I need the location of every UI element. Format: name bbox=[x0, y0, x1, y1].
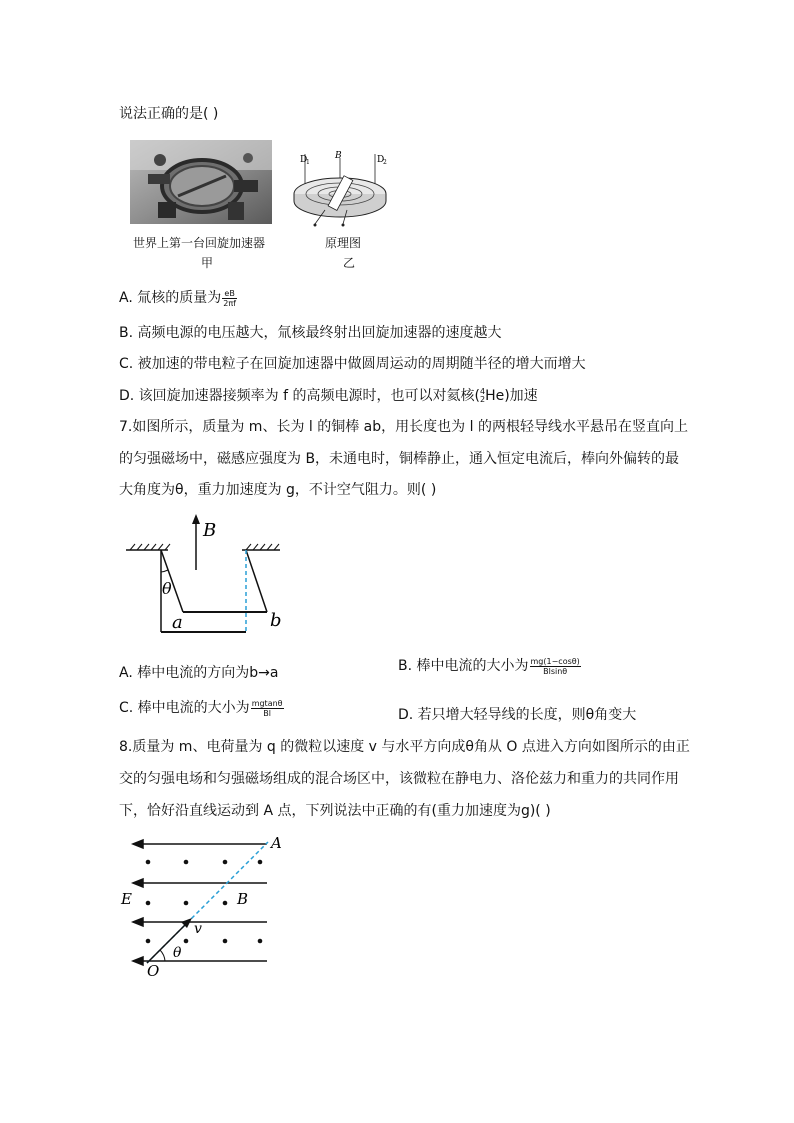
field-label-theta: θ bbox=[173, 945, 182, 961]
schematic-label-d2-sub: 2 bbox=[383, 159, 387, 166]
q6-option-b: B. 高频电源的电压越大，氚核最终射出回旋加速器的速度越大 bbox=[119, 325, 502, 341]
diagram-label-b-end: b bbox=[270, 610, 282, 631]
copper-rod-diagram bbox=[120, 510, 290, 640]
q7-option-a: A. 棒中电流的方向为b→a bbox=[119, 665, 279, 681]
fig-b-label: 乙 bbox=[343, 256, 356, 270]
field-label-a: A bbox=[271, 834, 282, 852]
q8-stem-line2: 交的匀强电场和匀强磁场组成的混合场区中，该微粒在静电力、洛伦兹力和重力的共同作用 bbox=[119, 771, 679, 787]
q7-stem-line1: 7.如图所示，质量为 m、长为 l 的铜棒 ab，用长度也为 l 的两根轻导线水平悬吊在竖直向上 bbox=[119, 419, 688, 435]
q7-option-c: C. 棒中电流的大小为 $\frac{mgtan\theta}{Bl}$ bbox=[119, 698, 283, 718]
q8-stem-line1: 8.质量为 m、电荷量为 q 的微粒以速度 v 与水平方向成θ角从 O 点进入方向如图所示的由正 bbox=[119, 739, 690, 755]
diagram-label-a: a bbox=[172, 612, 183, 633]
schematic-label-d1-sub: 1 bbox=[306, 159, 310, 166]
q6-stem-tail: 说法正确的是( ) bbox=[119, 106, 219, 122]
field-label-o: O bbox=[147, 962, 160, 980]
diagram-label-b-field: B bbox=[203, 520, 217, 541]
fig-a-label: 甲 bbox=[201, 256, 214, 270]
fig-b-caption: 原理图 bbox=[325, 236, 362, 250]
q7-stem-line2: 的匀强磁场中，磁感应强度为 B，未通电时，铜棒静止，通入恒定电流后，棒向外偏转的最 bbox=[119, 451, 680, 467]
q6-option-a: A. 氚核的质量为 $\frac{eB}{2\pi f}$ bbox=[119, 288, 236, 308]
q6-option-c: C. 被加速的带电粒子在回旋加速器中做圆周运动的周期随半径的增大而增大 bbox=[119, 356, 586, 372]
cyclotron-photo bbox=[130, 140, 272, 224]
field-region-diagram bbox=[115, 830, 290, 980]
q7-stem-line3: 大角度为θ，重力加速度为 g，不计空气阻力。则( ) bbox=[119, 482, 437, 498]
field-label-b: B bbox=[237, 890, 249, 908]
q7-option-b: B. 棒中电流的大小为 $\frac{mg(1-\cos\theta)}{Blsin\theta}$ bbox=[398, 656, 580, 676]
schematic-label-d2: D bbox=[377, 155, 385, 165]
cyclotron-schematic bbox=[285, 148, 395, 230]
q6-option-d: D. 该回旋加速器接频率为 f 的高频电源时，也可以对氦核( 4 2 He)加速 bbox=[119, 387, 538, 404]
schematic-label-b: B bbox=[335, 151, 342, 161]
field-label-v: v bbox=[194, 921, 202, 937]
diagram-label-theta: θ bbox=[162, 579, 172, 598]
q7-option-d: D. 若只增大轻导线的长度，则θ角变大 bbox=[398, 707, 637, 723]
fig-a-caption: 世界上第一台回旋加速器 bbox=[133, 236, 266, 250]
field-label-e: E bbox=[121, 890, 132, 908]
q8-stem-line3: 下，恰好沿直线运动到 A 点，下列说法中正确的有(重力加速度为g)( ) bbox=[119, 803, 551, 819]
schematic-label-d1: D bbox=[300, 155, 308, 165]
